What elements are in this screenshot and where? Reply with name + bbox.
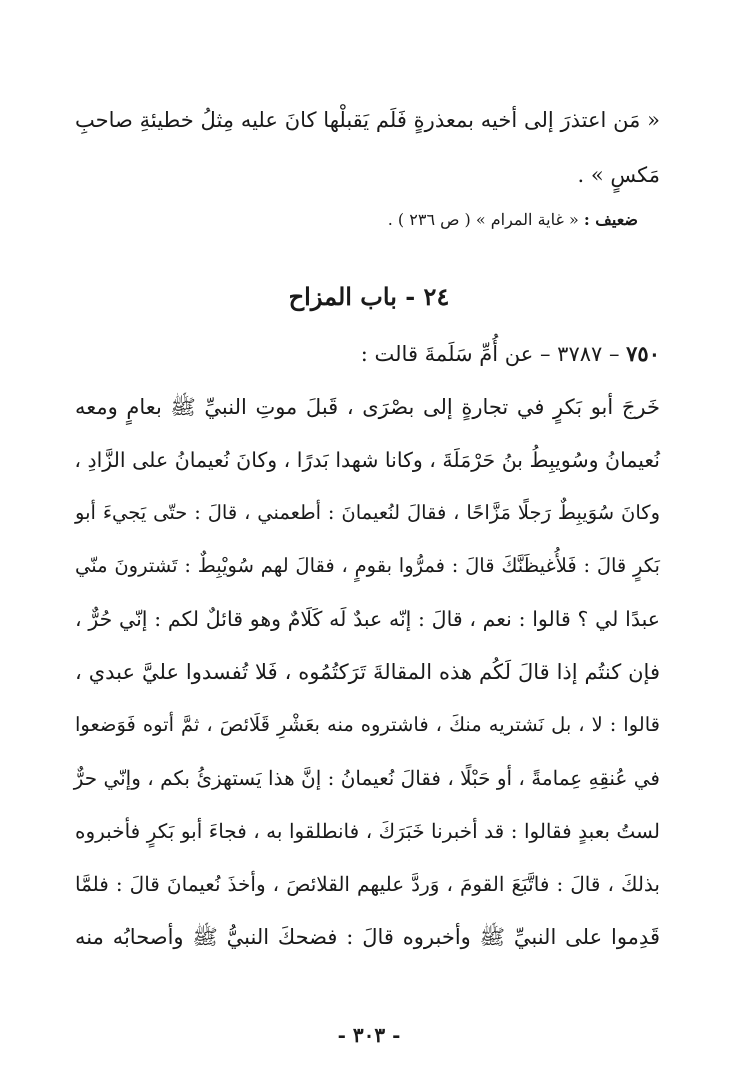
grading-source: « غاية المرام » ( ص ٢٣٦ ) . — [387, 210, 584, 229]
hadith-line: لستُ بعبدٍ فقالوا : قد أخبرنا خَبَرَكَ ، فانطلقوا به ، فجاءَ أبو بَكرٍ فأخبروه — [75, 819, 660, 843]
grading-label: ضعيف : — [583, 210, 638, 229]
grading-note — [53, 205, 638, 235]
hadith-line: بَكرٍ قالَ : فَلأُغيظَنَّكَ قالَ : فمرُّوا بقومٍ ، فقالَ لهم سُويْبِطٌ : تَشترونَ منّي — [75, 554, 660, 577]
hadith-header — [75, 339, 660, 369]
hadith-line: فإن كنتُم إذا قالَ لَكُم هذه المقالةَ تَرَكتُمُوه ، فَلا تُفسدوا عليَّ عبدي ، — [75, 660, 660, 684]
quote-line-1: « مَن اعتذرَ إلى أخيه بمعذرةٍ فَلَم يَقبلْها كانَ عليه مِثلُ خطيئةِ صاحبِ — [75, 108, 660, 132]
hadith-intro: – ٣٧٨٧ – عن أُمِّ سَلَمةَ قالت : — [360, 342, 627, 366]
quote-line-2: مَكسٍ » . — [577, 163, 660, 187]
hadith-line: وكانَ سُوَيبِطٌ رَجلًا مَزَّاحًا ، فقالَ لنُعيمانَ : أطعمني ، قالَ : حتّى يَجيءَ أبو — [75, 501, 660, 524]
hadith-line: قالوا : لا ، بل نَشتريه منكَ ، فاشتروه منه بعَشْرِ قَلَائصَ ، ثمَّ أتوه فَوَضعوا — [75, 713, 660, 736]
hadith-line: في عُنقِهِ عِمامةً ، أو حَبْلًا ، فقالَ نُعيمانُ : إنَّ هذا يَستهزئُ بكم ، وإنّي حرٌّ — [73, 766, 660, 790]
hadith-line: قَدِموا على النبيِّ ﷺ وأخبروه قالَ : فضحكَ النبيُّ ﷺ وأصحابُه منه — [75, 925, 660, 949]
hadith-line: خَرجَ أبو بَكرٍ في تجارةٍ إلى بصْرَى ، قَبلَ موتِ النبيِّ ﷺ بعامٍ ومعه — [75, 395, 660, 419]
hadith-line: عبدًا لي ؟ قالوا : نعم ، قالَ : إنّه عبدٌ لَه كَلَامٌ وهو قائلٌ لكم : إنّي حُرٌّ ، — [75, 607, 660, 631]
hadith-line: بذلكَ ، قالَ : فاتَّبَعَ القومَ ، وَردَّ عليهم القلائصَ ، وأخذَ نُعيمانَ قالَ : فلمَّا — [75, 872, 660, 896]
hadith-line: نُعيمانُ وسُويبِطُ بنُ حَرْمَلَةَ ، وكانا شهدا بَدرًا ، وكانَ نُعيمانُ على الزَّادِ ، — [74, 448, 660, 472]
hadith-number: ٧٥٠ — [626, 341, 660, 366]
page-number: - ٣٠٣ - — [337, 1023, 401, 1047]
chapter-title: ٢٤ - باب المزاح — [288, 282, 450, 311]
